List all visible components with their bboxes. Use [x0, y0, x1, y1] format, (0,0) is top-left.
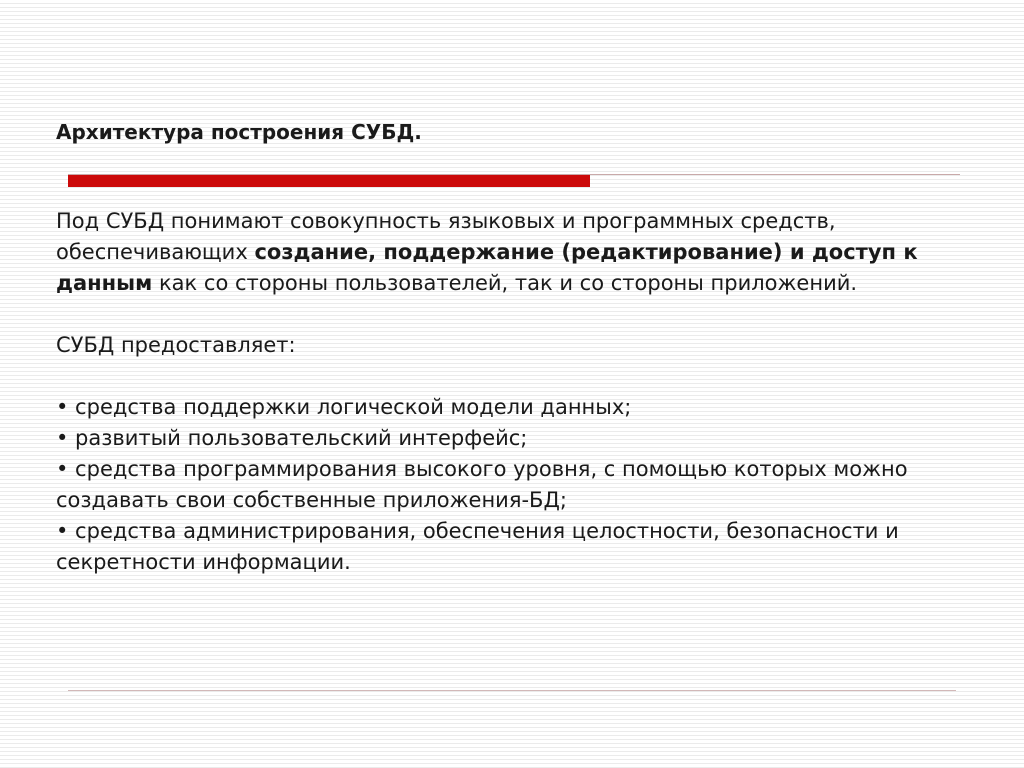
footer-divider — [68, 690, 956, 691]
definition-text-end: как со стороны пользователей, так и со стороны приложений. — [152, 271, 858, 295]
definition-text-start: Под СУБД понимают совокупность языковых и программных средств, обеспечивающих — [56, 209, 836, 264]
bullet-item-administration-tools: • средства администрирования, обеспечения целостности, безопасности и секретности информации. — [56, 519, 899, 574]
definition-paragraph — [56, 206, 996, 299]
slide-body — [56, 206, 996, 578]
provides-heading: СУБД предоставляет: — [56, 333, 296, 357]
bullet-item-programming-tools: • средства программирования высокого уровня, с помощью которых можно создавать свои собственные приложения-БД; — [56, 457, 908, 512]
paragraph-spacer — [56, 361, 996, 392]
title-underline-accent-bar — [68, 175, 590, 187]
bullet-item-logical-model: • средства поддержки логической модели данных; — [56, 395, 632, 419]
bullet-item-user-interface: • развитый пользовательский интерфейс; — [56, 426, 528, 450]
title-underline — [68, 174, 960, 188]
slide-title: Архитектура построения СУБД. — [56, 120, 422, 144]
definition-emphasis: создание, поддержание (редактирование) и доступ к данным — [56, 240, 918, 295]
paragraph-spacer — [56, 299, 996, 330]
